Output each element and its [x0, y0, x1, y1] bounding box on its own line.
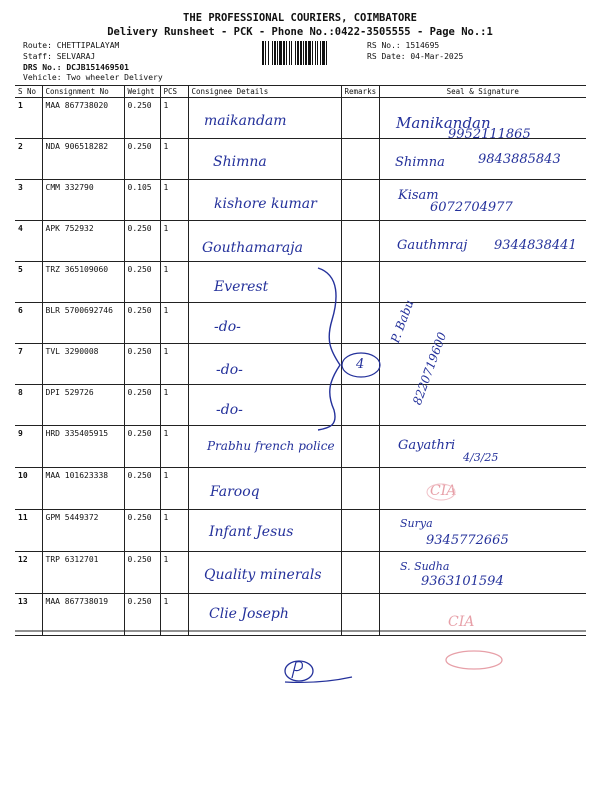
row-weight: 0.250	[124, 594, 160, 636]
consignee-handwriting: Shimna	[213, 154, 267, 170]
consignee-handwriting: Prabhu french police	[207, 439, 335, 453]
row-consignment-no: HRD 335405915	[42, 426, 124, 468]
row-sno: 6	[15, 303, 42, 344]
signature-handwriting: Gauthmraj	[397, 238, 468, 253]
consignee-handwriting: Farooq	[210, 484, 260, 500]
group-signature-handwriting: P. Babu	[388, 298, 417, 345]
row-consignment-no: MAA 101623338	[42, 468, 124, 510]
rs-date: RS Date: 04-Mar-2025	[367, 52, 464, 61]
consignee-handwriting: kishore kumar	[214, 196, 317, 212]
row-consignment-no: BLR 5700692746	[42, 303, 124, 344]
runsheet-title: Delivery Runsheet - PCK - Phone No.:0422-3505555 - Page No.:1	[107, 26, 493, 38]
phone-handwriting: 9363101594	[421, 574, 504, 589]
row-weight: 0.250	[124, 385, 160, 426]
row-weight: 0.250	[124, 303, 160, 344]
date-handwriting: 4/3/25	[463, 451, 499, 464]
initials-stroke	[285, 662, 352, 683]
brace-mark	[318, 268, 340, 430]
row-weight: 0.250	[124, 426, 160, 468]
signature-handwriting: Surya	[400, 517, 433, 530]
route-label: Route: CHETTIPALAYAM	[23, 41, 120, 50]
stamp-mark: CIA	[430, 483, 457, 499]
row-weight: 0.250	[124, 262, 160, 303]
header-sno: S No	[15, 86, 42, 98]
header-pcs: PCS	[160, 86, 188, 98]
row-pcs: 1	[160, 344, 188, 385]
row-weight: 0.250	[124, 510, 160, 552]
stamp-circle	[427, 484, 455, 500]
consignee-handwriting: Everest	[214, 279, 269, 295]
signature-handwriting: Manikandan	[396, 114, 491, 132]
row-sno: 11	[15, 510, 42, 552]
row-pcs: 1	[160, 594, 188, 636]
row-pcs: 1	[160, 180, 188, 221]
row-weight: 0.250	[124, 98, 160, 139]
row-weight: 0.250	[124, 221, 160, 262]
row-consignment-no: TRP 6312701	[42, 552, 124, 594]
initials-mark	[285, 661, 313, 681]
row-sno: 1	[15, 98, 42, 139]
row-weight: 0.250	[124, 468, 160, 510]
row-consignment-no: APK 752932	[42, 221, 124, 262]
row-pcs: 1	[160, 426, 188, 468]
group-phone-handwriting: 8220719600	[410, 330, 450, 407]
signature-handwriting: Shimna	[395, 155, 445, 170]
company-title: THE PROFESSIONAL COURIERS, COIMBATORE	[183, 12, 417, 24]
row-consignment-no: CMM 332790	[42, 180, 124, 221]
row-sno: 3	[15, 180, 42, 221]
drs-number: DRS No.: DCJB151469501	[23, 63, 129, 72]
row-sno: 2	[15, 139, 42, 180]
row-sno: 10	[15, 468, 42, 510]
header-remarks: Remarks	[341, 86, 379, 98]
row-sno: 4	[15, 221, 42, 262]
signature-handwriting: Gayathri	[398, 438, 456, 453]
phone-handwriting: 9344838441	[494, 238, 577, 253]
row-pcs: 1	[160, 510, 188, 552]
row-pcs: 1	[160, 303, 188, 344]
remark-count: 4	[356, 357, 365, 372]
remark-circle	[342, 353, 380, 377]
row-sno: 12	[15, 552, 42, 594]
row-consignment-no: DPI 529726	[42, 385, 124, 426]
row-sno: 9	[15, 426, 42, 468]
row-consignment-no: TVL 3290008	[42, 344, 124, 385]
row-pcs: 1	[160, 468, 188, 510]
consignee-handwriting: Clie Joseph	[209, 606, 289, 622]
consignee-handwriting: Quality minerals	[204, 567, 322, 583]
consignee-handwriting: -do-	[216, 402, 243, 418]
phone-handwriting: 9345772665	[426, 533, 509, 548]
phone-handwriting: 6072704977	[430, 200, 513, 215]
row-consignment-no: MAA 867738019	[42, 594, 124, 636]
row-consignment-no: MAA 867738020	[42, 98, 124, 139]
row-weight: 0.105	[124, 180, 160, 221]
phone-handwriting: 9843885843	[478, 152, 561, 167]
header-consignment: Consignment No	[42, 86, 124, 98]
row-sno: 13	[15, 594, 42, 636]
stamp-circle	[446, 651, 502, 669]
rs-number: RS No.: 1514695	[367, 41, 440, 50]
header-weight: Weight	[124, 86, 160, 98]
consignee-handwriting: maikandam	[204, 113, 287, 129]
row-pcs: 1	[160, 139, 188, 180]
signature-handwriting: Kisam	[398, 188, 439, 203]
row-sno: 7	[15, 344, 42, 385]
row-pcs: 1	[160, 262, 188, 303]
consignee-handwriting: -do-	[214, 319, 241, 335]
row-pcs: 1	[160, 221, 188, 262]
consignee-handwriting: Infant Jesus	[209, 524, 294, 540]
vehicle-label: Vehicle: Two wheeler Delivery	[23, 73, 163, 82]
stamp-mark: CIA	[448, 614, 475, 630]
row-pcs: 1	[160, 98, 188, 139]
phone-handwriting: 9952111865	[448, 127, 531, 142]
row-consignment-no: NDA 906518282	[42, 139, 124, 180]
row-consignment-no: TRZ 365109060	[42, 262, 124, 303]
row-sno: 5	[15, 262, 42, 303]
row-sno: 8	[15, 385, 42, 426]
consignee-handwriting: Gouthamaraja	[202, 240, 303, 256]
row-pcs: 1	[160, 552, 188, 594]
row-weight: 0.250	[124, 344, 160, 385]
row-weight: 0.250	[124, 552, 160, 594]
row-pcs: 1	[160, 385, 188, 426]
signature-handwriting: S. Sudha	[400, 560, 450, 573]
row-consignment-no: GPM 5449372	[42, 510, 124, 552]
header-signature: Seal & Signature	[379, 86, 586, 98]
row-weight: 0.250	[124, 139, 160, 180]
header-consignee: Consignee Details	[188, 86, 341, 98]
consignee-handwriting: -do-	[216, 362, 243, 378]
staff-label: Staff: SELVARAJ	[23, 52, 96, 61]
